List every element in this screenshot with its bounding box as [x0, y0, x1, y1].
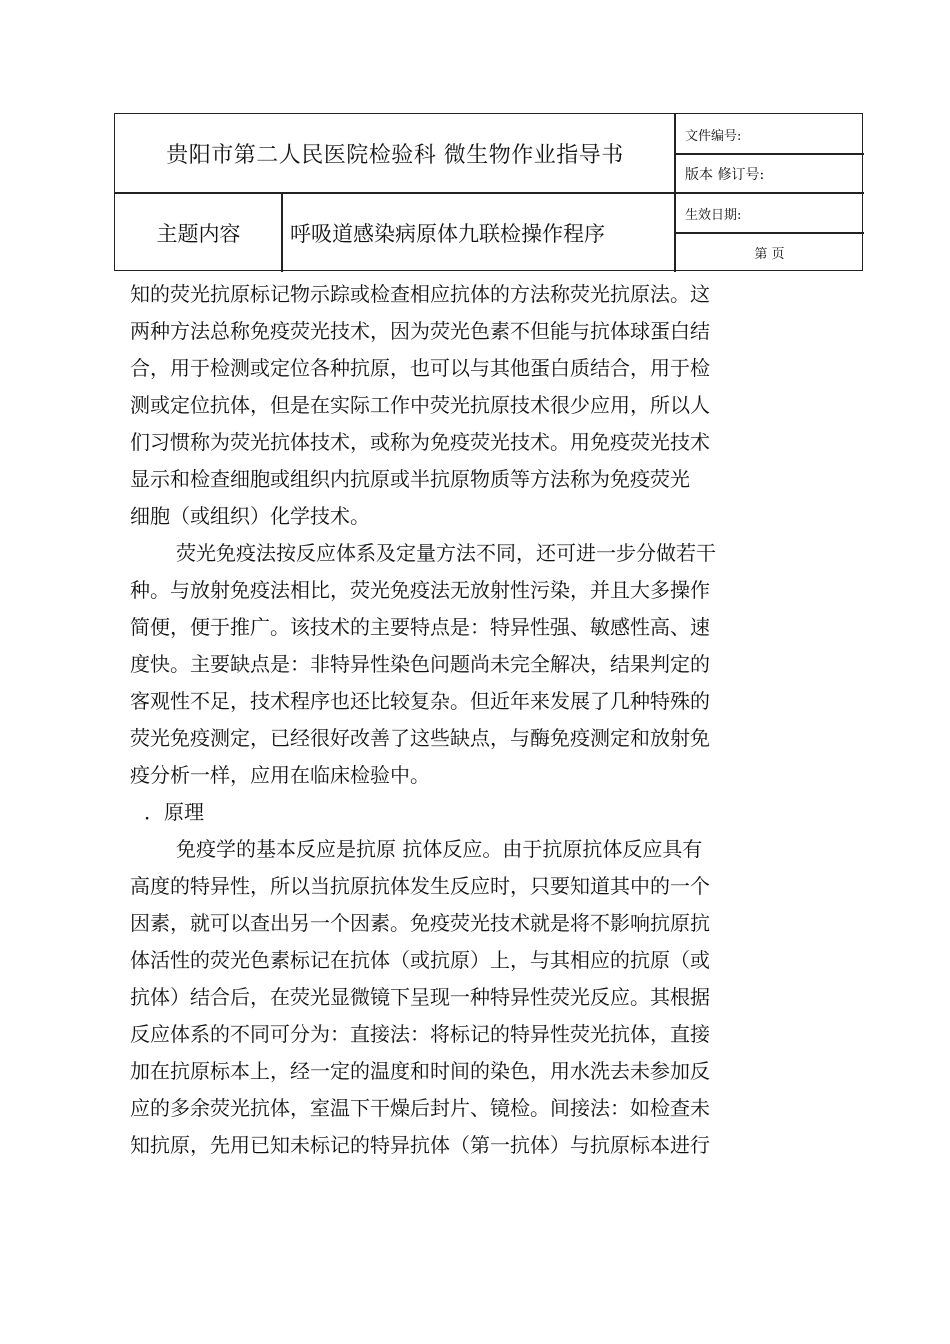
version-label: 版本 修订号: [685, 166, 765, 183]
body-line: 高度的特异性，所以当抗原抗体发生反应时，只要知道其中的一个 [130, 874, 710, 898]
body-line: 知抗原，先用已知未标记的特异抗体（第一抗体）与抗原标本进行 [130, 1133, 710, 1157]
body-line: 知的荧光抗原标记物示踪或检查相应抗体的方法称荧光抗原法。这 [130, 282, 710, 306]
body-line: 免疫学的基本反应是抗原 抗体反应。由于抗原抗体反应具有 [176, 837, 703, 861]
body-line: 应的多余荧光抗体，室温下干燥后封片、镜检。间接法：如检查未 [130, 1096, 710, 1120]
table-divider-horizontal [674, 232, 864, 234]
effective-date-label: 生效日期: [685, 207, 742, 223]
body-line: 反应体系的不同可分为：直接法：将标记的特异性荧光抗体，直接 [130, 1022, 710, 1046]
body-line: 们习惯称为荧光抗体技术，或称为免疫荧光技术。用免疫荧光技术 [130, 430, 710, 454]
body-line: 客观性不足，技术程序也还比较复杂。但近年来发展了几种特殊的 [130, 689, 710, 713]
body-line: 合，用于检测或定位各种抗原，也可以与其他蛋白质结合，用于检 [130, 356, 710, 380]
topic-value: 呼吸道感染病原体九联检操作程序 [290, 221, 605, 246]
table-divider-horizontal [115, 192, 864, 194]
doc-number-label: 文件编号: [685, 128, 742, 144]
table-divider-horizontal [674, 153, 864, 155]
body-line: 细胞（或组织）化学技术。 [130, 504, 370, 528]
topic-label: 主题内容 [156, 221, 241, 246]
section-heading: ．原理 [144, 800, 204, 824]
hospital-title: 贵阳市第二人民医院检验科 微生物作业指导书 [166, 143, 624, 168]
body-line: 测或定位抗体，但是在实际工作中荧光抗原技术很少应用，所以人 [130, 393, 710, 417]
body-line: 体活性的荧光色素标记在抗体（或抗原）上，与其相应的抗原（或 [130, 948, 710, 972]
body-line: 因素，就可以查出另一个因素。免疫荧光技术就是将不影响抗原抗 [130, 911, 710, 935]
page-number-label: 第 页 [754, 247, 785, 262]
body-line: 疫分析一样，应用在临床检验中。 [130, 763, 430, 787]
body-line: 荧光免疫法按反应体系及定量方法不同，还可进一步分做若干 [176, 541, 716, 565]
table-divider-vertical [281, 193, 283, 272]
body-line: 简便，便于推广。该技术的主要特点是：特异性强、敏感性高、速 [130, 615, 710, 639]
document-header-table [114, 113, 863, 271]
body-line: 荧光免疫测定，已经很好改善了这些缺点，与酶免疫测定和放射免 [130, 726, 710, 750]
document-body [130, 276, 810, 1164]
body-line: 加在抗原标本上，经一定的温度和时间的染色，用水洗去未参加反 [130, 1059, 710, 1083]
body-line: 两种方法总称免疫荧光技术，因为荧光色素不但能与抗体球蛋白结 [130, 319, 710, 343]
body-line: 种。与放射免疫法相比，荧光免疫法无放射性污染，并且大多操作 [130, 578, 710, 602]
body-line: 显示和检查细胞或组织内抗原或半抗原物质等方法称为免疫荧光 [130, 467, 690, 491]
body-line: 抗体）结合后，在荧光显微镜下呈现一种特异性荧光反应。其根据 [130, 985, 710, 1009]
body-line: 度快。主要缺点是：非特异性染色问题尚未完全解决，结果判定的 [130, 652, 710, 676]
